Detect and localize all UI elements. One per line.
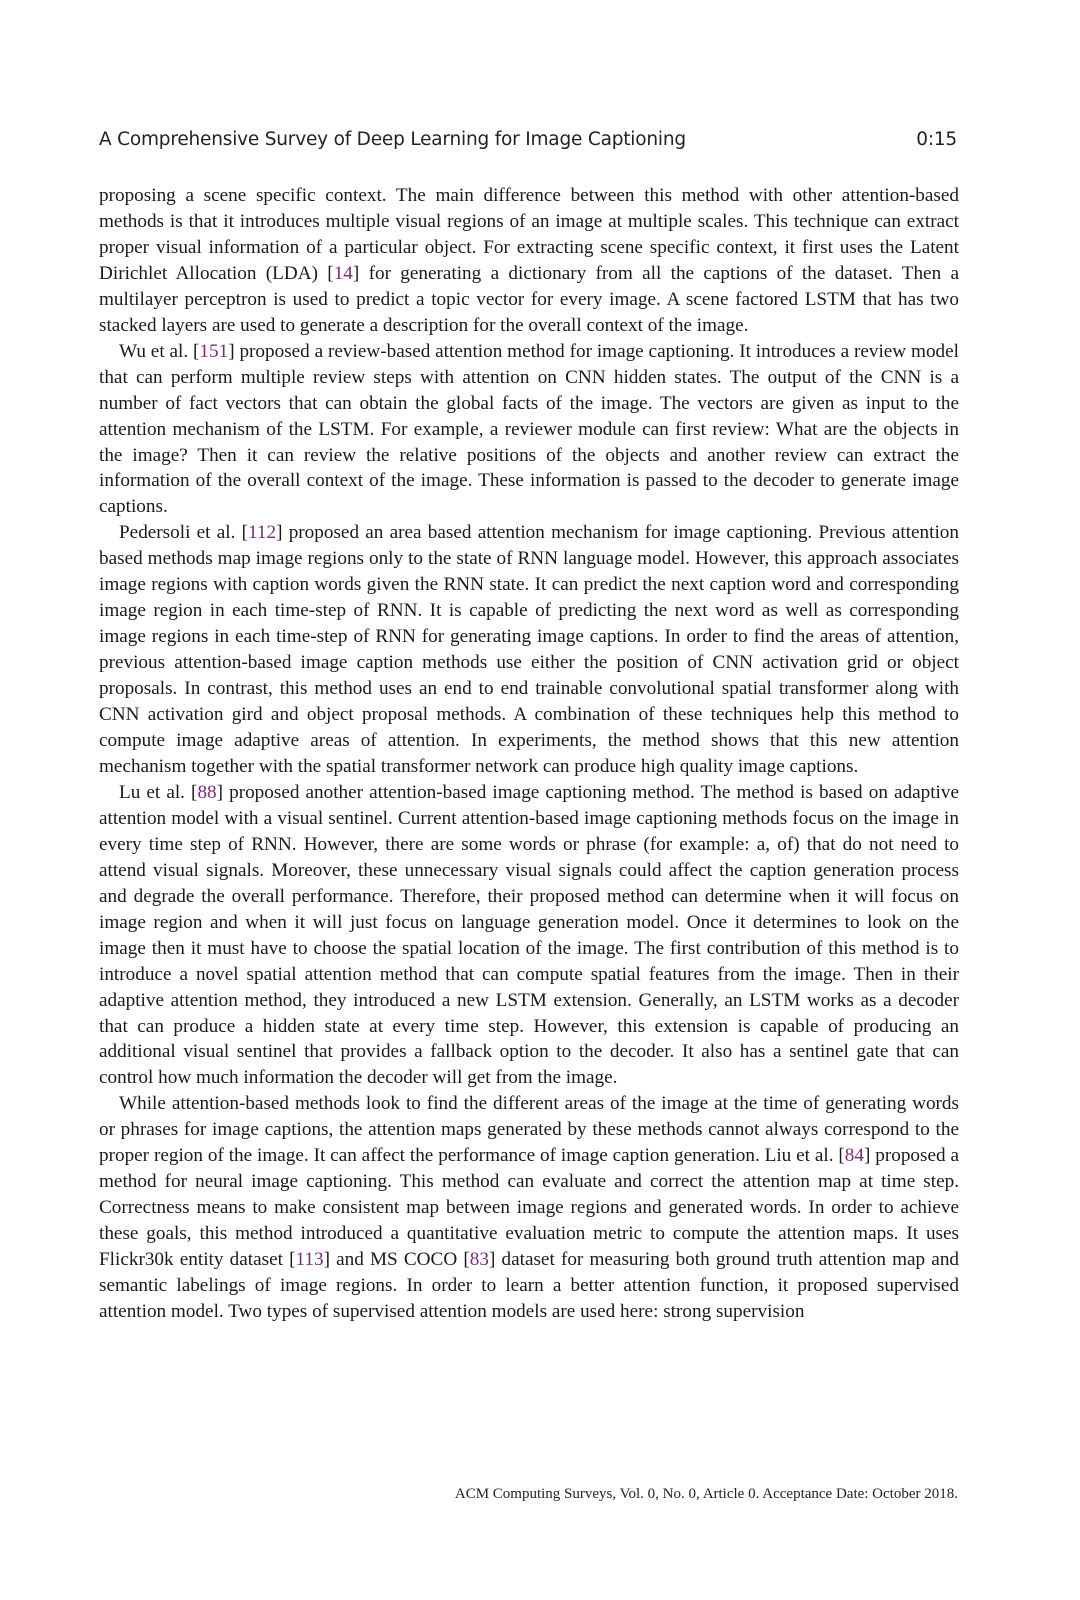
running-title: A Comprehensive Survey of Deep Learning for Image Captioning xyxy=(99,129,686,150)
running-header xyxy=(99,129,957,150)
citation-link[interactable]: 14 xyxy=(333,262,353,284)
paragraph: While attention-based methods look to find the different areas of the image at the time of generating words or phrases for image captions, the attention maps generated by these methods cannot always correspond to the proper region of the image. It can affect the performance of image caption generation. Liu et al. [84] proposed a method for neural image captioning. This method can evaluate and correct the attention map at time step. Correctness means to make consistent map between image regions and generated words. In order to achieve these goals, this method introduced a quantitative evaluation metric to compute the attention maps. It uses Flickr30k entity dataset [113] and MS COCO [83] dataset for measuring both ground truth attention map and semantic labelings of image regions. In order to learn a better attention function, it proposed supervised attention model. Two types of supervised attention models are used here: strong supervision xyxy=(99,1093,960,1322)
citation-link[interactable]: 151 xyxy=(199,340,229,362)
citation-link[interactable]: 88 xyxy=(197,781,217,803)
paragraph: Lu et al. [88] proposed another attention-based image captioning method. The method is based on adaptive attention model with a visual sentinel. Current attention-based image captioning methods focus on the image in every time step of RNN. However, there are some words or phrase (for example: a, of) that do not need to attend visual signals. Moreover, these unnecessary visual signals could affect the caption generation process and degrade the overall performance. Therefore, their proposed method can determine when it will focus on image region and when it will just focus on language generation model. Once it determines to look on the image then it must have to choose the spatial location of the image. The first contribution of this method is to introduce a novel spatial attention method that can compute spatial features from the image. Then in their adaptive attention method, they introduced a new LSTM extension. Generally, an LSTM works as a decoder that can produce a hidden state at every time step. However, this extension is capable of producing an additional visual sentinel that provides a fallback option to the decoder. It also has a sentinel gate that can control how much information the decoder will get from the image. xyxy=(99,781,959,1089)
paragraph: Wu et al. [151] proposed a review-based attention method for image captioning. It introduces a review model that can perform multiple review steps with attention on CNN hidden states. The output of the CNN is a number of fact vectors that can obtain the global facts of the image. The vectors are given as input to the attention mechanism of the LSTM. For example, a reviewer module can first review: What are the objects in the image? Then it can review the relative positions of the objects and another review can extract the information of the overall context of the image. These information is passed to the decoder to generate image captions. xyxy=(99,340,959,518)
paragraph: Pedersoli et al. [112] proposed an area based attention mechanism for image captioning. Previous attention based methods map image regions only to the state of RNN language model. However, this approach associates image regions with caption words given the RNN state. It can predict the next caption word and corresponding image region in each time-step of RNN. It is capable of predicting the next word as well as corresponding image regions in each time-step of RNN for generating image captions. In order to find the areas of attention, previous attention-based image caption methods use either the position of CNN activation grid or object proposals. In contrast, this method uses an end to end trainable convolutional spatial transformer along with CNN activation gird and object proposal methods. A combination of these techniques help this method to compute image adaptive areas of attention. In experiments, the method shows that this new attention mechanism together with the spatial transformer network can produce high quality image captions. xyxy=(99,522,959,777)
citation-link[interactable]: 112 xyxy=(248,522,277,544)
citation-link[interactable]: 84 xyxy=(844,1145,864,1167)
page-number: 0:15 xyxy=(916,129,957,150)
citation-link[interactable]: 83 xyxy=(469,1249,489,1271)
body-text xyxy=(99,183,959,1325)
paragraph: proposing a scene specific context. The main difference between this method with other attention-based methods is that it introduces multiple visual regions of an image at multiple scales. This technique can extract proper visual information of a particular object. For extracting scene specific context, it first uses the Latent Dirichlet Allocation (LDA) [14] for generating a dictionary from all the captions of the dataset. Then a multilayer perceptron is used to predict a topic vector for every image. A scene factored LSTM that has two stacked layers are used to generate a description for the overall context of the image. xyxy=(99,185,959,336)
page-footer: ACM Computing Surveys, Vol. 0, No. 0, Article 0. Acceptance Date: October 2018. xyxy=(454,1486,958,1502)
citation-link[interactable]: 113 xyxy=(295,1249,324,1271)
